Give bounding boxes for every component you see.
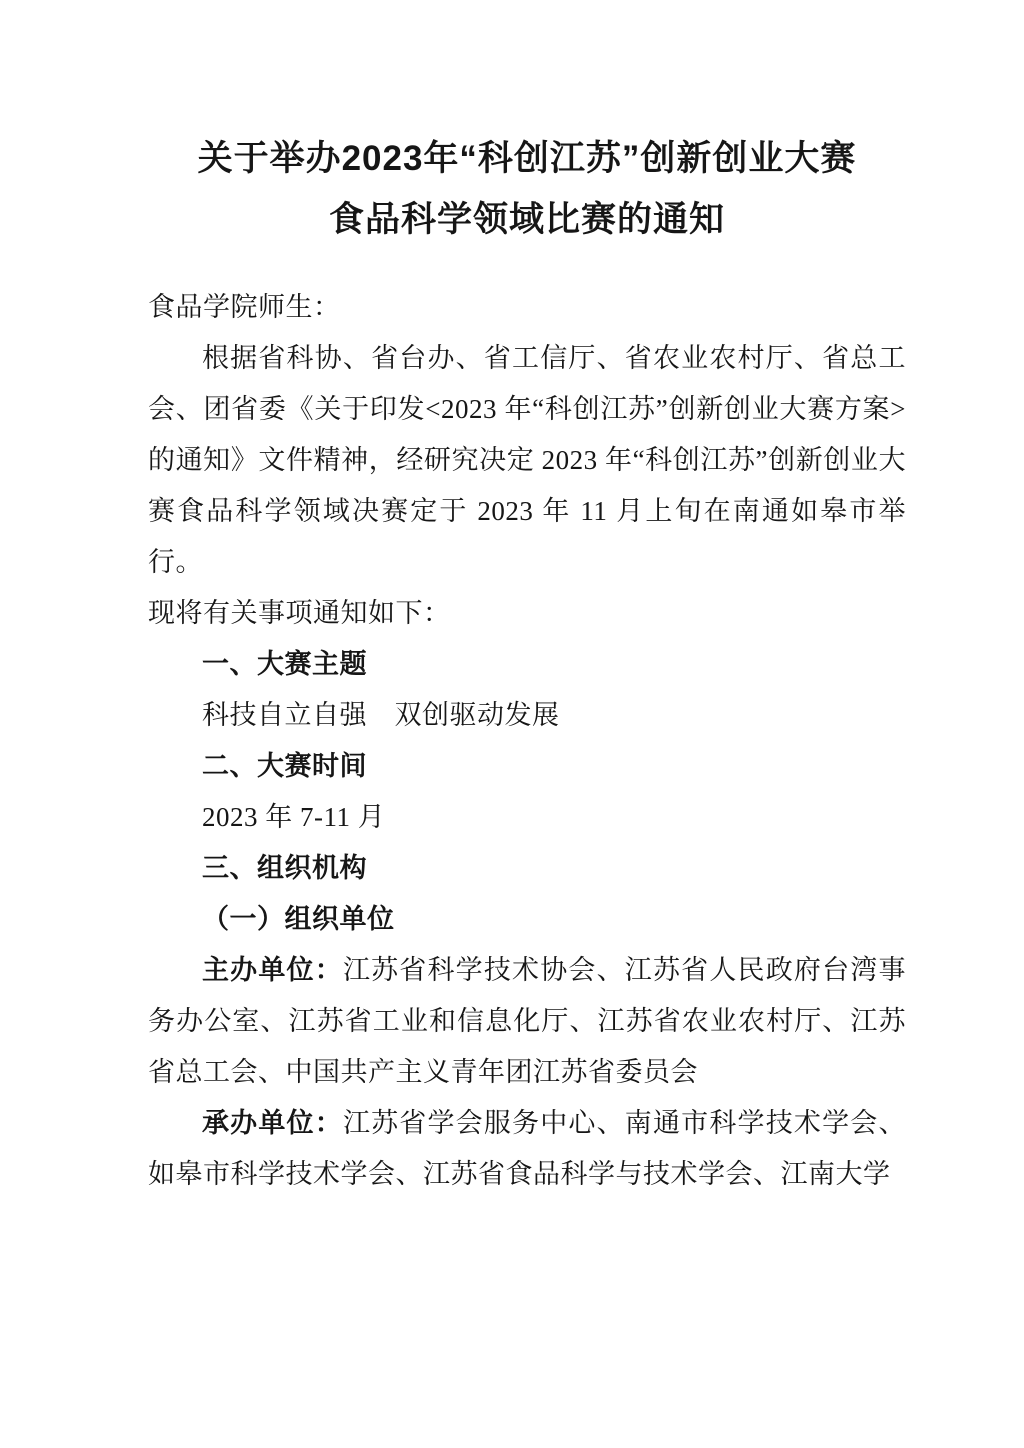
salutation: 食品学院师生：: [148, 292, 341, 322]
undertaker-paragraph: [148, 1098, 906, 1200]
document-title: [148, 128, 906, 250]
document-title-line-1: 关于举办2023年“科创江苏”创新创业大赛: [197, 139, 857, 178]
undertaker-text: 江苏省学会服务中心、南通市科学技术学会、如皋市科学技术学会、江苏省食品科学与技术学会、江南大学: [148, 1108, 906, 1189]
organizer-label: 主办单位：: [202, 955, 343, 985]
undertaker-label: 承办单位：: [202, 1108, 343, 1138]
section-1-heading: 一、大赛主题: [202, 649, 367, 679]
section-2-heading: 二、大赛时间: [202, 751, 367, 781]
document-title-line-2: 食品科学领域比赛的通知: [328, 200, 725, 239]
intro-followup: 现将有关事项通知如下：: [148, 598, 451, 628]
section-3-sub-1-heading: （一）组织单位: [202, 904, 395, 934]
section-1-body: 科技自立自强 双创驱动发展: [202, 700, 560, 730]
section-2-body: 2023 年 7-11 月: [202, 802, 386, 832]
organizer-text: 江苏省科学技术协会、江苏省人民政府台湾事务办公室、江苏省工业和信息化厅、江苏省农业农村厅、江苏省总工会、中国共产主义青年团江苏省委员会: [148, 955, 906, 1087]
section-3-heading: 三、组织机构: [202, 853, 367, 883]
document-content: [148, 128, 906, 1200]
organizer-paragraph: [148, 945, 906, 1098]
intro-paragraph: 根据省科协、省台办、省工信厅、省农业农村厅、省总工会、团省委《关于印发<2023 年“科创江苏”创新创业大赛方案>的通知》文件精神，经研究决定 2023 年“科创江苏”创新创业大赛食品科学领域决赛定于 2023 年 11 月上旬在南通如皋市举行。: [148, 343, 906, 577]
